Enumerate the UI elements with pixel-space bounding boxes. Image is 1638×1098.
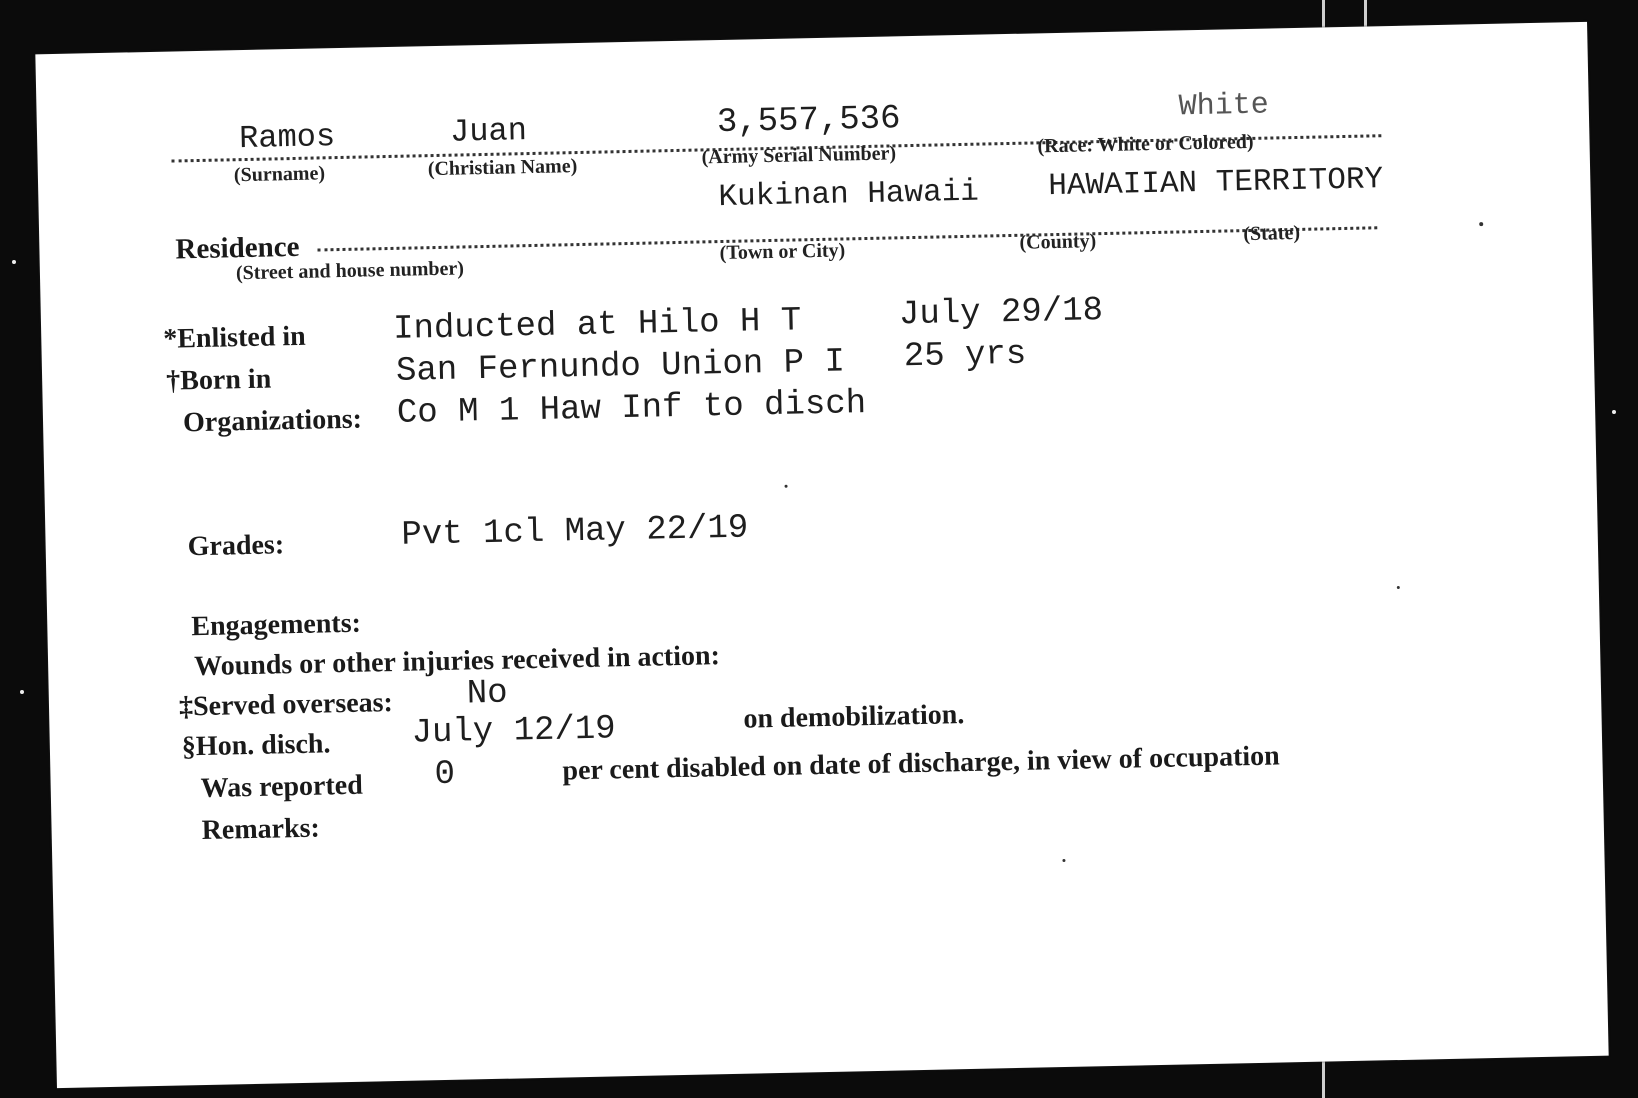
enlisted-label: *Enlisted in [163,320,307,355]
hon-disch-date-value: July 12/19 [411,710,617,753]
town-value: Kukinan Hawaii [718,174,980,216]
scan-speck [1397,586,1400,589]
film-speck [20,690,24,694]
engagements-label: Engagements: [191,607,362,643]
state-caption: (State) [1243,221,1301,246]
serial-number-value: 3,557,536 [716,100,901,143]
scan-speck [785,485,788,488]
film-speck [1612,410,1616,414]
enlisted-date-value: July 29/18 [898,292,1104,335]
remarks-label: Remarks: [201,812,321,847]
disabled-text: per cent disabled on date of discharge, in view of occupation [562,740,1281,787]
scan-speck [1479,222,1483,226]
born-in-value: San Fernundo Union P I [395,343,846,391]
scan-speck [1062,859,1065,862]
grades-value: Pvt 1cl May 22/19 [401,509,749,555]
served-overseas-value: No [466,674,509,714]
grades-label: Grades: [187,529,285,563]
surname-value: Ramos [238,118,336,158]
served-overseas-label: ‡Served overseas: [178,687,394,723]
state-value: HAWAIIAN TERRITORY [1047,162,1384,205]
county-caption: (County) [1019,230,1097,254]
wounds-label: Wounds or other injuries received in action: [193,640,721,683]
christian-name-caption: (Christian Name) [427,155,578,181]
surname-caption: (Surname) [233,162,326,187]
age-value: 25 yrs [903,335,1027,377]
organizations-label: Organizations: [182,403,363,439]
christian-name-value: Juan [449,112,528,151]
race-caption: (Race: White or Colored) [1037,130,1254,158]
residence-line [317,226,1377,251]
town-caption: (Town or City) [719,239,846,265]
born-in-label: †Born in [165,363,272,397]
residence-label: Residence [175,230,300,266]
film-speck [12,260,16,264]
service-record-card [35,22,1608,1088]
serial-caption: (Army Serial Number) [701,142,897,169]
was-reported-label: Was reported [200,769,364,805]
enlisted-value: Inducted at Hilo H T [392,302,802,349]
percent-disabled-value: 0 [434,755,456,795]
race-value: White [1178,88,1270,125]
demobilization-text: on demobilization. [743,699,965,735]
hon-disch-label: §Hon. disch. [181,728,331,763]
street-caption: (Street and house number) [235,257,465,285]
organizations-value: Co M 1 Haw Inf to disch [396,385,867,433]
